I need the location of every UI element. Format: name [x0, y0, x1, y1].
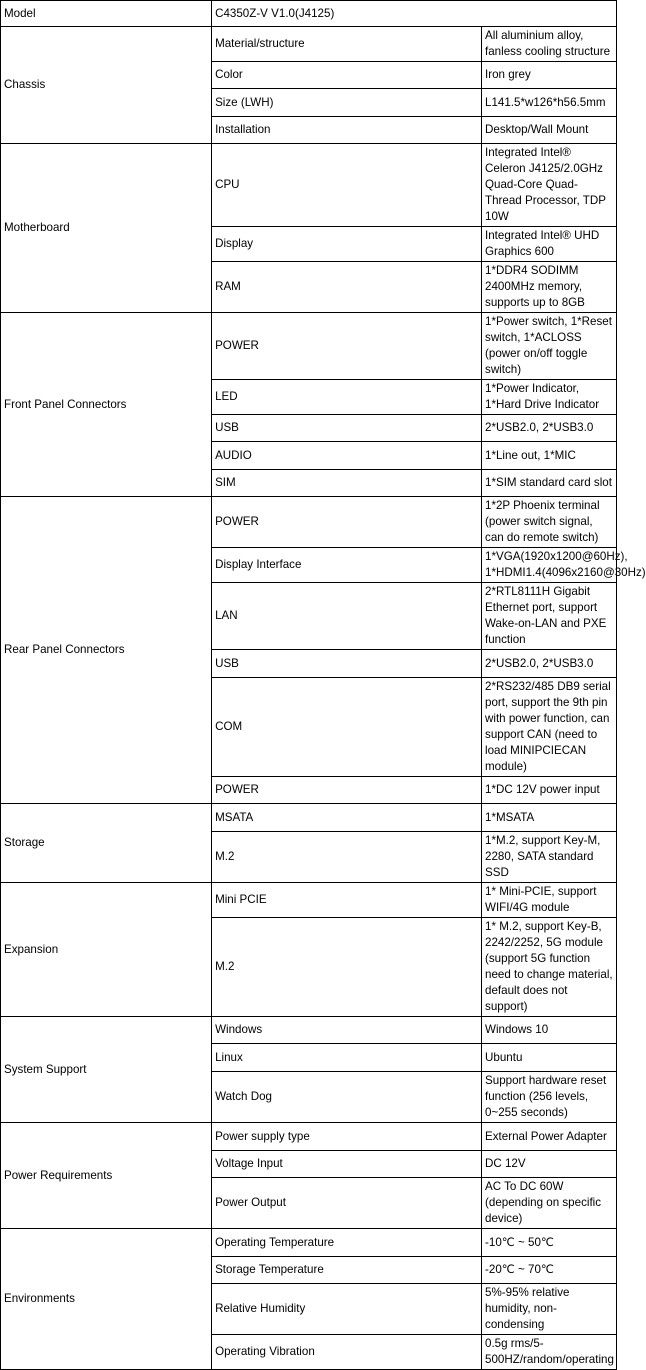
section-label-rear-panel-connectors: Rear Panel Connectors — [1, 497, 212, 804]
spec-label: Power supply type — [212, 1123, 482, 1151]
spec-label: RAM — [212, 262, 482, 313]
spec-label: SIM — [212, 470, 482, 497]
spec-value: 2*RS232/485 DB9 serial port, support the 9th pin with power function, can support CAN (need to load MINIPCIECAN module) — [482, 678, 617, 777]
spec-label: Color — [212, 62, 482, 89]
section-label-power-requirements: Power Requirements — [1, 1123, 212, 1229]
spec-value: 1*DDR4 SODIMM 2400MHz memory, supports up to 8GB — [482, 262, 617, 313]
spec-value: AC To DC 60W (depending on specific device) — [482, 1178, 617, 1229]
spec-label: Power Output — [212, 1178, 482, 1229]
spec-value: 0.5g rms/5-500HZ/random/operating — [482, 1335, 617, 1370]
spec-row — [1, 27, 617, 62]
section-label-environments: Environments — [1, 1229, 212, 1370]
spec-label: Watch Dog — [212, 1072, 482, 1123]
spec-value: 1*VGA(1920x1200@60Hz), 1*HDMI1.4(4096x2160@30Hz) — [482, 548, 617, 583]
spec-value: -10℃ ~ 50℃ — [482, 1229, 617, 1257]
section-label-chassis: Chassis — [1, 27, 212, 144]
spec-label: LAN — [212, 583, 482, 650]
spec-value: 5%-95% relative humidity, non-condensing — [482, 1284, 617, 1335]
spec-value: Support hardware reset function (256 levels, 0~255 seconds) — [482, 1072, 617, 1123]
spec-row — [1, 1123, 617, 1151]
spec-label: COM — [212, 678, 482, 777]
spec-value: Integrated Intel® UHD Graphics 600 — [482, 227, 617, 262]
section-label-front-panel-connectors: Front Panel Connectors — [1, 313, 212, 497]
spec-value: 1*M.2, support Key-M, 2280, SATA standard SSD — [482, 832, 617, 883]
model-value: C4350Z-V V1.0(J4125) — [212, 1, 617, 27]
spec-row — [1, 804, 617, 832]
spec-value: 1* M.2, support Key-B, 2242/2252, 5G module (support 5G function need to change material, default does not support) — [482, 918, 617, 1017]
spec-label: Linux — [212, 1044, 482, 1072]
spec-label: CPU — [212, 144, 482, 227]
spec-label: POWER — [212, 497, 482, 548]
spec-row — [1, 1229, 617, 1257]
spec-table-body — [1, 1, 646, 1370]
spec-label: POWER — [212, 313, 482, 380]
spec-label: Display Interface — [212, 548, 482, 583]
spec-value: Integrated Intel® Celeron J4125/2.0GHz Quad-Core Quad-Thread Processor, TDP 10W — [482, 144, 617, 227]
spec-label: Operating Temperature — [212, 1229, 482, 1257]
spec-value: L141.5*w126*h56.5mm — [482, 89, 617, 117]
spec-label: Mini PCIE — [212, 883, 482, 918]
section-label-storage: Storage — [1, 804, 212, 883]
spec-value: 1* Mini-PCIE, support WIFI/4G module — [482, 883, 617, 918]
spec-value: All aluminium alloy, fanless cooling structure — [482, 27, 617, 62]
model-label: Model — [1, 1, 212, 27]
spec-label: Size (LWH) — [212, 89, 482, 117]
spec-row — [1, 883, 617, 918]
spec-value: 2*USB2.0, 2*USB3.0 — [482, 650, 617, 678]
spec-value: Desktop/Wall Mount — [482, 117, 617, 144]
spec-value: 1*Power Indicator, 1*Hard Drive Indicator — [482, 380, 617, 415]
spec-label: Relative Humidity — [212, 1284, 482, 1335]
spec-row — [1, 497, 617, 548]
spec-value: -20℃ ~ 70℃ — [482, 1257, 617, 1284]
section-label-expansion: Expansion — [1, 883, 212, 1017]
spec-label: M.2 — [212, 918, 482, 1017]
spec-label: POWER — [212, 777, 482, 804]
spec-label: Operating Vibration — [212, 1335, 482, 1370]
spec-value: 1*SIM standard card slot — [482, 470, 617, 497]
spec-label: Display — [212, 227, 482, 262]
spec-value: 1*2P Phoenix terminal (power switch signal, can do remote switch) — [482, 497, 617, 548]
spec-value: 2*USB2.0, 2*USB3.0 — [482, 415, 617, 442]
spec-label: M.2 — [212, 832, 482, 883]
spec-value: 1*DC 12V power input — [482, 777, 617, 804]
spec-value: 1*Power switch, 1*Reset switch, 1*ACLOSS (power on/off toggle switch) — [482, 313, 617, 380]
spec-label: USB — [212, 650, 482, 678]
spec-value: Iron grey — [482, 62, 617, 89]
spec-value: Ubuntu — [482, 1044, 617, 1072]
spec-label: Storage Temperature — [212, 1257, 482, 1284]
section-label-system-support: System Support — [1, 1017, 212, 1123]
spec-value: DC 12V — [482, 1151, 617, 1178]
spec-label: Voltage Input — [212, 1151, 482, 1178]
spec-label: MSATA — [212, 804, 482, 832]
section-label-motherboard: Motherboard — [1, 144, 212, 313]
spec-row — [1, 1017, 617, 1044]
model-row — [1, 1, 617, 27]
spec-label: LED — [212, 380, 482, 415]
spec-label: USB — [212, 415, 482, 442]
spec-row — [1, 144, 617, 227]
spec-label: AUDIO — [212, 442, 482, 470]
spec-value: Windows 10 — [482, 1017, 617, 1044]
spec-value: 2*RTL8111H Gigabit Ethernet port, support Wake-on-LAN and PXE function — [482, 583, 617, 650]
spec-value: 1*MSATA — [482, 804, 617, 832]
spec-label: Windows — [212, 1017, 482, 1044]
spec-label: Installation — [212, 117, 482, 144]
spec-value: 1*Line out, 1*MIC — [482, 442, 617, 470]
spec-label: Material/structure — [212, 27, 482, 62]
spec-value: External Power Adapter — [482, 1123, 617, 1151]
spec-row — [1, 313, 617, 380]
